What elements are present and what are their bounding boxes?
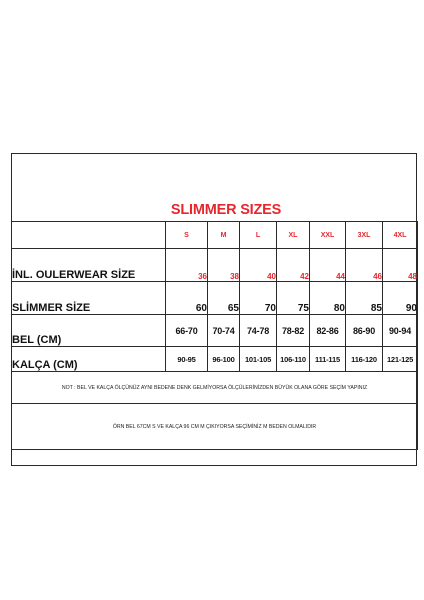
note-text-2: ÖRN BEL 67CM S VE KALÇA 96 CM M ÇIKIYORSA SEÇİMİNİZ M BEDEN OLMALIDIR: [12, 404, 418, 450]
kalca-label: KALÇA (CM): [12, 347, 166, 372]
size-header-m: M: [208, 222, 240, 249]
bel-value-3xl: 86-90: [346, 315, 383, 347]
bel-row: [12, 315, 418, 347]
slimmer-label: SLİMMER SİZE: [12, 282, 166, 315]
bel-value-xl: 78-82: [277, 315, 310, 347]
size-chart-frame: [11, 153, 417, 466]
kalca-row: [12, 347, 418, 372]
kalca-value-3xl: 116-120: [346, 347, 383, 372]
note-text-1: NOT : BEL VE KALÇA ÖLÇÜNÜZ AYNI BEDENE DENK GELMİYORSA ÖLÇÜLERİNİZDEN BÜYÜK OLANA GÖRE SEÇİM YAPINIZ: [12, 372, 418, 404]
outerwear-value-3xl: 46: [346, 249, 383, 282]
kalca-value-xxl: 111-115: [310, 347, 346, 372]
outerwear-value-xl: 42: [277, 249, 310, 282]
bel-value-4xl: 90-94: [383, 315, 418, 347]
slimmer-value-l: 70: [240, 282, 277, 315]
kalca-value-xl: 106-110: [277, 347, 310, 372]
kalca-value-s: 90-95: [166, 347, 208, 372]
size-header-3xl: 3XL: [346, 222, 383, 249]
outerwear-value-xxl: 44: [310, 249, 346, 282]
slimmer-value-m: 65: [208, 282, 240, 315]
outerwear-value-m: 38: [208, 249, 240, 282]
outerwear-value-s: 36: [166, 249, 208, 282]
outerwear-value-4xl: 48: [383, 249, 418, 282]
bel-value-xxl: 82-86: [310, 315, 346, 347]
kalca-value-l: 101-105: [240, 347, 277, 372]
slimmer-value-4xl: 90: [383, 282, 418, 315]
note-row-2: [12, 404, 418, 450]
size-table: [11, 221, 418, 450]
kalca-value-4xl: 121-125: [383, 347, 418, 372]
slimmer-value-xxl: 80: [310, 282, 346, 315]
slimmer-value-s: 60: [166, 282, 208, 315]
size-header-row: [12, 222, 418, 249]
note-row-1: [12, 372, 418, 404]
slimmer-size-row: [12, 282, 418, 315]
size-header-xl: XL: [277, 222, 310, 249]
slimmer-value-3xl: 85: [346, 282, 383, 315]
size-header-s: S: [166, 222, 208, 249]
bel-value-l: 74-78: [240, 315, 277, 347]
outerwear-label: İNL. OULERWEAR SİZE: [12, 249, 166, 282]
kalca-value-m: 96-100: [208, 347, 240, 372]
title-area: [12, 154, 416, 221]
outerwear-size-row: [12, 249, 418, 282]
bel-label: BEL (CM): [12, 315, 166, 347]
bel-value-m: 70-74: [208, 315, 240, 347]
bel-value-s: 66-70: [166, 315, 208, 347]
chart-title: SLIMMER SIZES: [170, 202, 282, 218]
slimmer-value-xl: 75: [277, 282, 310, 315]
header-empty-cell: [12, 222, 166, 249]
outerwear-value-l: 40: [240, 249, 277, 282]
size-header-l: L: [240, 222, 277, 249]
size-header-xxl: XXL: [310, 222, 346, 249]
size-header-4xl: 4XL: [383, 222, 418, 249]
